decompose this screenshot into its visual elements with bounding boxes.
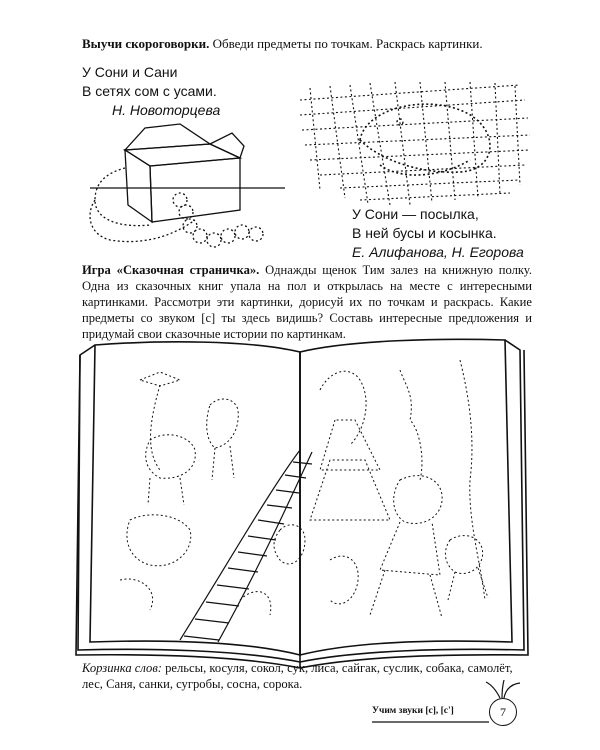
open-book-illustration — [76, 339, 528, 668]
poem2-author: Е. Алифанова, Н. Егорова — [352, 244, 524, 260]
footer-section-title: Учим звуки [с], [с'] — [372, 706, 454, 716]
game-description — [82, 262, 532, 342]
net-catfish-illustration — [300, 82, 530, 205]
task-title-rest: Обведи предметы по точкам. Раскрась картинки. — [209, 36, 483, 51]
game-text: Однажды щенок Тим залез на книжную полку. Одна из сказочных книг упала на пол и открылась на месте с интересными картинками. Рассмотри эти картинки, дорисуй их по точкам и раскрась. Какие предметы со звуком [с] ты здесь видишь? Составь интересные предложения и придумай свои сказочные истории по картинкам. — [82, 263, 532, 341]
game-title: Игра «Сказочная страничка». — [82, 263, 260, 277]
parcel-illustration — [90, 124, 285, 247]
poem2-line1: У Сони — посылка, — [352, 206, 479, 222]
page-number: 7 — [489, 698, 517, 726]
word-basket — [82, 660, 532, 692]
poem1-line1: У Сони и Сани — [82, 64, 178, 80]
task-title-bold: Выучи скороговорки. — [82, 36, 210, 51]
word-basket-label: Корзинка слов: — [82, 661, 162, 675]
poem1-line2: В сетях сом с усами. — [82, 83, 217, 99]
word-basket-words: рельсы, косуля, сокол, сук, лиса, сайгак, суслик, собака, самолёт, лес, Саня, санки, сугробы, сосна, сорока. — [82, 661, 513, 691]
poem2-line2: В ней бусы и косынка. — [352, 225, 497, 241]
poem1-author: Н. Новоторцева — [112, 102, 221, 118]
